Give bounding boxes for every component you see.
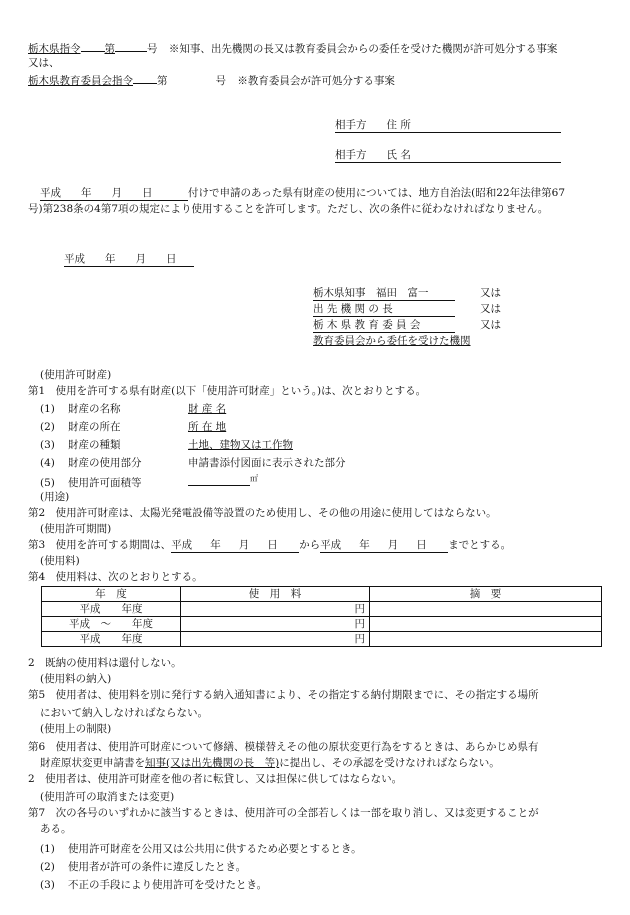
recipient-label-2: 相手方: [335, 149, 367, 161]
area-unit: ㎡: [250, 474, 258, 483]
header-line-1: [28, 40, 557, 56]
s3-heading: (使用許可期間): [40, 523, 112, 535]
property-name: 財 産 名: [188, 403, 227, 415]
recipient-name-row: [335, 148, 561, 163]
directive-go: 号: [147, 43, 158, 55]
header-note-1: ※知事、出先機関の長又は教育委員会からの委任を受けた機関が許可処分する事案: [168, 43, 558, 55]
s5-heading: (使用料の納入): [40, 673, 112, 685]
directive-dai: 第: [104, 43, 115, 55]
s5-text-2: において納入しなければならない。: [40, 707, 208, 719]
s7-item-3: (3) 不正の手段により使用許可を受けたとき。: [40, 879, 268, 891]
issuer-branch-head: 出 先 機 関 の 長: [313, 302, 455, 317]
date-era: 平成: [64, 253, 85, 265]
s1-item-3: (3) 財産の種類 土地、建物又は工作物: [40, 439, 293, 451]
s6-heading: (使用上の制限): [40, 723, 112, 735]
submit-to-authority: 知事(又は出先機関の長 等): [145, 757, 280, 769]
s6-text-1: 第6 使用者は、使用許可財産について修繕、模様替えその他の原状変更行為をするときは、あらかじめ県有: [28, 741, 539, 753]
issuer-line-4: [313, 334, 471, 348]
header-note-2: ※教育委員会が許可処分する事案: [237, 75, 395, 87]
issuer-delegated: 教育委員会から委任を受けた機関: [313, 335, 471, 347]
intro-era: 平成: [40, 187, 61, 199]
table-row: 平成 ～ 年度 円: [42, 617, 602, 632]
board-directive-blank: [133, 72, 157, 84]
fee-table: [41, 586, 602, 647]
s7-item-1: (1) 使用許可財産を公用又は公共用に供するため必要とするとき。: [40, 843, 362, 855]
date-month: 月: [135, 253, 146, 265]
s1-item-4: (4) 財産の使用部分 申請書添付図面に表示された部分: [40, 457, 346, 469]
board-directive-go: 号: [215, 75, 226, 87]
issuer-or-3: 又は: [480, 319, 501, 331]
s7-item-2: (2) 使用者が許可の条件に違反したとき。: [40, 861, 247, 873]
header-line-2: 又は、: [28, 57, 60, 69]
issuer-board: 栃 木 県 教 育 委 員 会: [313, 318, 455, 333]
s4-text: 第4 使用料は、次のとおりとする。: [28, 571, 203, 583]
s1-heading: (使用許可財産): [40, 369, 112, 381]
date-day: 日: [166, 253, 177, 265]
issuer-or-1: 又は: [480, 287, 501, 299]
intro-month: 月: [111, 187, 122, 199]
header-fiscal-year: 年 度: [42, 587, 181, 602]
s5-text-1: 第5 使用者は、使用料を別に発行する納入通知書により、その指定する納付期限までに、その指定する場所: [28, 689, 539, 701]
s2-text: 第2 使用許可財産は、太陽光発電設備等設置のため使用し、その他の用途に使用してはならない。: [28, 507, 497, 519]
issuer-line-2: [313, 302, 501, 317]
date-year: 年: [105, 253, 116, 265]
s1-item-2: (2) 財産の所在 所 在 地: [40, 421, 227, 433]
table-row: 平成 年度 円: [42, 602, 602, 617]
table-row: 平成 年度 円: [42, 632, 602, 647]
issue-date: [64, 252, 194, 267]
fee-table-header: [42, 587, 602, 602]
s2-heading: (用途): [40, 491, 70, 503]
intro-year: 年: [81, 187, 92, 199]
s7-text-1: 第7 次の各号のいずれかに該当するときは、使用許可の全部若しくは一部を取り消し、又は変更することが: [28, 807, 539, 819]
s7-text-2: ある。: [40, 823, 72, 835]
board-directive-dai: 第: [157, 75, 168, 87]
header-fee: 使 用 料: [181, 587, 370, 602]
property-location: 所 在 地: [188, 421, 227, 433]
intro-text-1: 付けで申請のあった県有財産の使用については、地方自治法(昭和22年法律第67: [188, 187, 566, 199]
issuer-line-3: [313, 318, 501, 333]
directive-blank: [81, 40, 105, 52]
issuer-or-2: 又は: [480, 303, 501, 315]
s6-text-2: 財産原状変更申請書を知事(又は出先機関の長 等)に提出し、その承認を受けなければならない。: [40, 757, 500, 769]
name-label: 氏 名: [386, 149, 411, 161]
recipient-address-row: [335, 118, 561, 133]
prefecture-directive-label: 栃木県指令: [28, 43, 81, 55]
property-type: 土地、建物又は工作物: [188, 439, 293, 451]
s4-clause-2: 2 既納の使用料は還付しない。: [28, 657, 182, 669]
s4-heading: (使用料): [40, 555, 80, 567]
s7-heading: (使用許可の取消または変更): [40, 791, 175, 803]
header-line-3: [28, 72, 395, 88]
property-portion: 申請書添付図面に表示された部分: [188, 457, 346, 469]
s6-clause-2: 2 使用者は、使用許可財産を他の者に転貸し、又は担保に供してはならない。: [28, 773, 403, 785]
s1-text: 第1 使用を許可する県有財産(以下「使用許可財産」という。)は、次とおりとする。: [28, 385, 427, 397]
intro-text-2: 号)第238条の4第7項の規定により使用することを許可します。ただし、次の条件に従わなければなりません。: [28, 203, 549, 215]
area-blank: [188, 474, 250, 486]
board-directive-label: 栃木県教育委員会指令: [28, 75, 133, 87]
header-remarks: 摘 要: [370, 587, 602, 602]
recipient-label: 相手方: [335, 119, 367, 131]
issuer-governor: 栃木県知事 福田 富一: [313, 286, 455, 301]
s3-text: 第3 使用を許可する期間は、平成 年 月 日 から平成 年 月 日 までとする。: [28, 538, 511, 553]
s1-item-1: (1) 財産の名称 財 産 名: [40, 403, 227, 415]
issuer-line-1: [313, 286, 501, 301]
address-label: 住 所: [386, 119, 411, 131]
intro-day: 日: [142, 187, 153, 199]
s1-item-5: (5) 使用許可面積等 ㎡: [40, 474, 258, 489]
intro-line-1: [28, 186, 565, 201]
directive-number-blank: [115, 40, 147, 52]
